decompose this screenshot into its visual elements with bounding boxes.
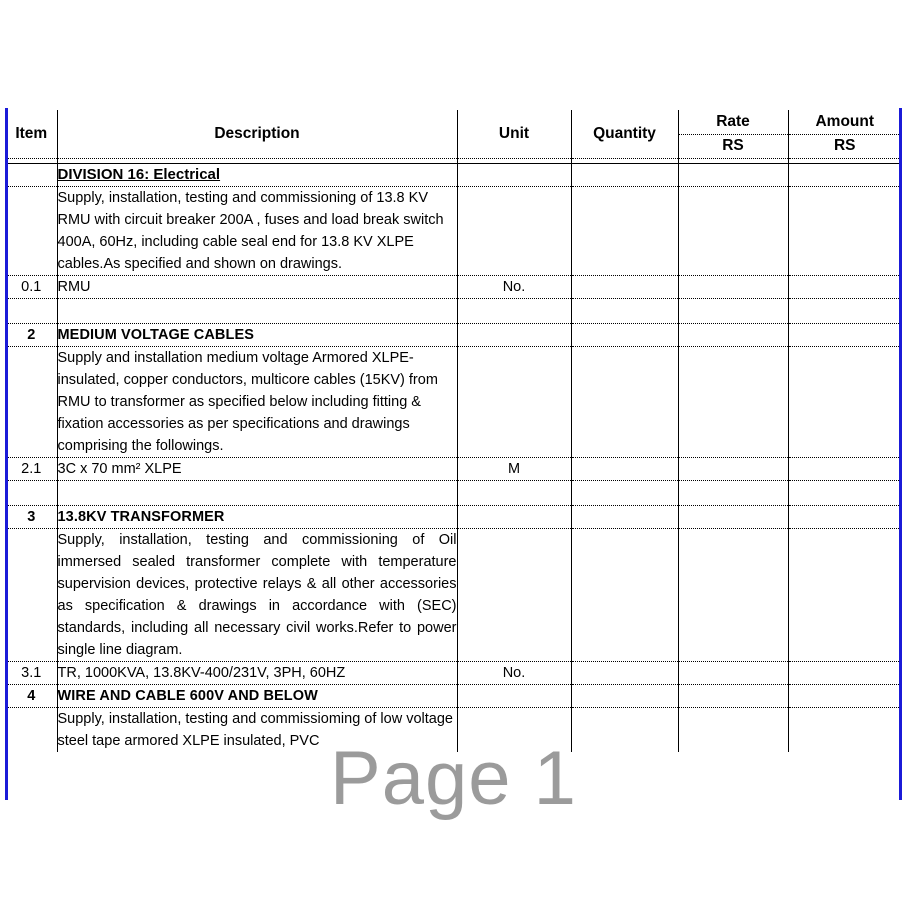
- cell-rate: [678, 481, 788, 506]
- cell-description: TR, 1000KVA, 13.8KV-400/231V, 3PH, 60HZ: [57, 662, 457, 685]
- cell-rate: [678, 299, 788, 324]
- cell-item: 2: [6, 324, 57, 347]
- cell-quantity: [571, 529, 678, 662]
- section-heading: MEDIUM VOLTAGE CABLES: [57, 327, 255, 343]
- section-heading: WIRE AND CABLE 600V AND BELOW: [57, 688, 318, 704]
- cell-rate: [678, 458, 788, 481]
- column-header-rate-currency: RS: [722, 137, 744, 155]
- cell-unit: [457, 299, 571, 324]
- cell-amount: [788, 276, 901, 299]
- cell-unit: No.: [457, 276, 571, 299]
- cell-amount: [788, 324, 901, 347]
- cell-unit: [457, 164, 571, 187]
- cell-quantity: [571, 187, 678, 276]
- column-header-unit: Unit: [457, 110, 571, 159]
- cell-rate: [678, 529, 788, 662]
- table-body: [6, 159, 901, 753]
- cell-item: [6, 481, 57, 506]
- cell-rate: [678, 324, 788, 347]
- column-header-quantity: Quantity: [571, 110, 678, 159]
- cell-rate: [678, 685, 788, 708]
- cell-quantity: [571, 662, 678, 685]
- cell-amount: [788, 481, 901, 506]
- cell-quantity: [571, 299, 678, 324]
- cell-rate: [678, 347, 788, 458]
- cell-amount: [788, 685, 901, 708]
- cell-description: [57, 481, 457, 506]
- table-row[interactable]: [6, 347, 901, 458]
- column-header-description: Description: [57, 110, 457, 159]
- cell-amount: [788, 506, 901, 529]
- boq-table-container: [6, 110, 901, 800]
- cell-item: 4: [6, 685, 57, 708]
- cell-description: RMU: [57, 276, 457, 299]
- cell-unit: [457, 708, 571, 753]
- cell-amount: [788, 187, 901, 276]
- cell-unit: [457, 685, 571, 708]
- cell-description: [57, 324, 457, 347]
- cell-description: [57, 164, 457, 187]
- cell-unit: [457, 187, 571, 276]
- cell-description: [57, 506, 457, 529]
- cell-item: 2.1: [6, 458, 57, 481]
- cell-item: 0.1: [6, 276, 57, 299]
- column-header-amount: [788, 110, 901, 159]
- cell-rate: [678, 164, 788, 187]
- page-border-right: [899, 108, 902, 800]
- table-header: [6, 110, 901, 159]
- cell-quantity: [571, 481, 678, 506]
- table-row[interactable]: [6, 481, 901, 506]
- cell-amount: [788, 662, 901, 685]
- cell-item: [6, 187, 57, 276]
- cell-amount: [788, 458, 901, 481]
- cell-description: [57, 299, 457, 324]
- cell-rate: [678, 662, 788, 685]
- table-row[interactable]: [6, 276, 901, 299]
- bill-of-quantities-table: [6, 110, 901, 752]
- cell-amount: [788, 164, 901, 187]
- cell-item: [6, 299, 57, 324]
- cell-rate: [678, 708, 788, 753]
- cell-rate: [678, 506, 788, 529]
- column-header-amount-currency: RS: [833, 137, 856, 155]
- cell-quantity: [571, 708, 678, 753]
- cell-item: [6, 529, 57, 662]
- cell-amount: [788, 529, 901, 662]
- cell-unit: [457, 324, 571, 347]
- table-row[interactable]: [6, 662, 901, 685]
- cell-description: 3C x 70 mm² XLPE: [57, 458, 457, 481]
- cell-description: Supply, installation, testing and commissioning of Oil immersed sealed transformer complete with temperature supervision devices, protective relays & all other accessories as specification & drawings in accordance with (SEC) standards, including all necessary civil works.Refer to power single line diagram.: [57, 529, 457, 662]
- cell-rate: [678, 276, 788, 299]
- table-row[interactable]: [6, 685, 901, 708]
- cell-item: [6, 164, 57, 187]
- cell-quantity: [571, 506, 678, 529]
- column-header-item: Item: [6, 110, 57, 159]
- section-heading: 13.8KV TRANSFORMER: [57, 509, 225, 525]
- cell-description: [57, 685, 457, 708]
- cell-amount: [788, 708, 901, 753]
- cell-quantity: [571, 347, 678, 458]
- table-row[interactable]: [6, 299, 901, 324]
- cell-description: Supply, installation, testing and commissioning of 13.8 KV RMU with circuit breaker 200A , fuses and load break switch 400A, 60Hz, including cable seal end for 13.8 KV XLPE cables.As specified and shown on drawings.: [57, 187, 457, 276]
- table-row[interactable]: [6, 458, 901, 481]
- cell-item: 3: [6, 506, 57, 529]
- cell-item: [6, 708, 57, 753]
- page-border-left: [5, 108, 8, 800]
- cell-quantity: [571, 276, 678, 299]
- cell-unit: M: [457, 458, 571, 481]
- cell-item: 3.1: [6, 662, 57, 685]
- table-row[interactable]: [6, 324, 901, 347]
- table-row[interactable]: [6, 506, 901, 529]
- cell-unit: [457, 529, 571, 662]
- table-row[interactable]: [6, 708, 901, 753]
- table-row[interactable]: [6, 164, 901, 187]
- cell-amount: [788, 347, 901, 458]
- cell-item: [6, 347, 57, 458]
- cell-rate: [678, 187, 788, 276]
- cell-quantity: [571, 685, 678, 708]
- header-row: [6, 110, 901, 159]
- column-header-rate-label: Rate: [716, 112, 750, 130]
- cell-quantity: [571, 458, 678, 481]
- column-header-amount-label: Amount: [815, 112, 875, 130]
- cell-quantity: [571, 324, 678, 347]
- cell-unit: No.: [457, 662, 571, 685]
- cell-unit: [457, 506, 571, 529]
- table-row[interactable]: [6, 529, 901, 662]
- cell-quantity: [571, 164, 678, 187]
- cell-unit: [457, 347, 571, 458]
- column-header-rate: [678, 110, 788, 159]
- division-heading: DIVISION 16: Electrical: [57, 166, 221, 183]
- cell-amount: [788, 299, 901, 324]
- cell-unit: [457, 481, 571, 506]
- table-row[interactable]: [6, 187, 901, 276]
- page-watermark: Page 1: [330, 736, 577, 821]
- cell-description: Supply and installation medium voltage Armored XLPE-insulated, copper conductors, multicore cables (15KV) from RMU to transformer as specified below including fitting & fixation accessories as per specifications and drawings comprising the followings.: [57, 347, 457, 458]
- cell-description: Supply, installation, testing and commissioming of low voltage steel tape armored XLPE insulated, PVC: [57, 708, 457, 753]
